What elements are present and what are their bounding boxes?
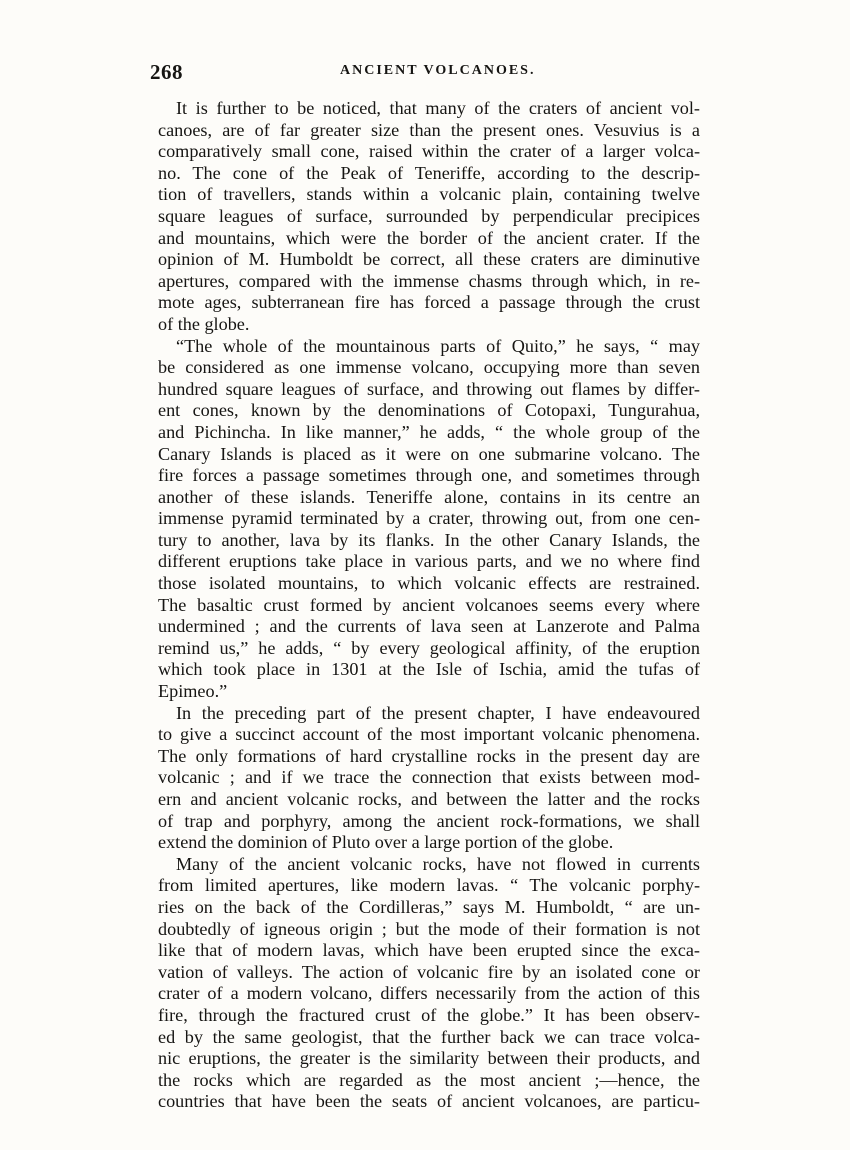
text-line: It is further to be noticed, that many of the craters of ancient vol- — [176, 98, 700, 118]
text-line: The basaltic crust formed by ancient volcanoes seems every where — [158, 594, 700, 615]
text-line: Epimeo.” — [158, 681, 228, 702]
text-line: Many of the ancient volcanic rocks, have not flowed in currents — [176, 853, 700, 874]
text-line: opinion of M. Humboldt be correct, all these craters are diminutive — [158, 249, 700, 270]
text-line: apertures, compared with the immense chasms through which, in re- — [158, 270, 700, 291]
text-line: comparatively small cone, raised within the crater of a larger volca- — [158, 141, 700, 162]
text-line: the rocks which are regarded as the most ancient ;—hence, the — [158, 1069, 700, 1090]
running-head — [150, 60, 700, 84]
text-line: countries that have been the seats of ancient volcanoes, are particu- — [158, 1091, 700, 1112]
text-line: The only formations of hard crystalline rocks in the present day are — [158, 745, 700, 766]
text-line: extend the dominion of Pluto over a large portion of the globe. — [158, 832, 614, 853]
text-line: hundred square leagues of surface, and throwing out flames by differ- — [158, 378, 700, 399]
text-line: those isolated mountains, to which volcanic effects are restrained. — [158, 573, 700, 594]
text-line: volcanic ; and if we trace the connection that exists between mod- — [158, 767, 700, 788]
text-line: another of these islands. Teneriffe alone, contains in its centre an — [158, 486, 700, 507]
text-line: no. The cone of the Peak of Teneriffe, according to the descrip- — [158, 162, 700, 183]
running-title: ANCIENT VOLCANOES. — [340, 63, 536, 78]
text-line: doubtedly of igneous origin ; but the mode of their formation is not — [158, 918, 700, 939]
text-line: “The whole of the mountainous parts of Quito,” he says, “ may — [176, 335, 700, 356]
text-line: square leagues of surface, surrounded by perpendicular precipices — [158, 205, 700, 226]
text-line: and mountains, which were the border of the ancient crater. If the — [158, 227, 700, 248]
text-line: ries on the back of the Cordilleras,” says M. Humboldt, “ are un- — [158, 896, 700, 917]
text-line: undermined ; and the currents of lava seen at Lanzerote and Palma — [158, 616, 700, 637]
text-line: different eruptions take place in various parts, and we no where find — [158, 551, 700, 572]
text-line: ed by the same geologist, that the further back we can trace volca- — [158, 1026, 700, 1047]
text-line: like that of modern lavas, which have been erupted since the exca- — [158, 940, 700, 961]
text-line: ern and ancient volcanic rocks, and between the latter and the rocks — [158, 789, 700, 809]
page-number: 268 — [150, 60, 183, 84]
text-line: tion of travellers, stands within a volcanic plain, containing twelve — [158, 184, 700, 205]
text-line: which took place in 1301 at the Isle of Ischia, amid the tufas of — [158, 659, 700, 680]
text-line: In the preceding part of the present chapter, I have endeavoured — [176, 702, 700, 723]
text-line: ent cones, known by the denominations of Cotopaxi, Tungurahua, — [158, 400, 700, 421]
text-line: fire forces a passage sometimes through one, and sometimes through — [158, 465, 700, 486]
text-line: of trap and porphyry, among the ancient rock-formations, we shall — [158, 810, 700, 831]
text-line: canoes, are of far greater size than the present ones. Vesuvius is a — [158, 119, 700, 140]
text-line: fire, through the fractured crust of the globe.” It has been observ- — [158, 1004, 700, 1025]
text-line: to give a succinct account of the most important volcanic phenomena. — [158, 724, 700, 745]
body-text — [158, 98, 700, 1113]
text-line: be considered as one immense volcano, occupying more than seven — [158, 357, 700, 378]
text-line: remind us,” he adds, “ by every geological affinity, of the eruption — [158, 637, 700, 658]
text-line: Canary Islands is placed as it were on one submarine volcano. The — [158, 443, 700, 464]
text-line: of the globe. — [158, 313, 250, 334]
text-line: mote ages, subterranean fire has forced a passage through the crust — [158, 292, 700, 313]
text-line: from limited apertures, like modern lavas. “ The volcanic porphy- — [158, 875, 700, 896]
text-line: vation of valleys. The action of volcanic fire by an isolated cone or — [158, 961, 700, 982]
text-line: nic eruptions, the greater is the similarity between their products, and — [158, 1048, 700, 1069]
text-line: crater of a modern volcano, differs necessarily from the action of this — [158, 983, 700, 1004]
text-line: and Pichincha. In like manner,” he adds, “ the whole group of the — [158, 421, 700, 442]
text-line: immense pyramid terminated by a crater, throwing out, from one cen- — [158, 508, 700, 529]
text-line: tury to another, lava by its flanks. In the other Canary Islands, the — [158, 529, 700, 550]
